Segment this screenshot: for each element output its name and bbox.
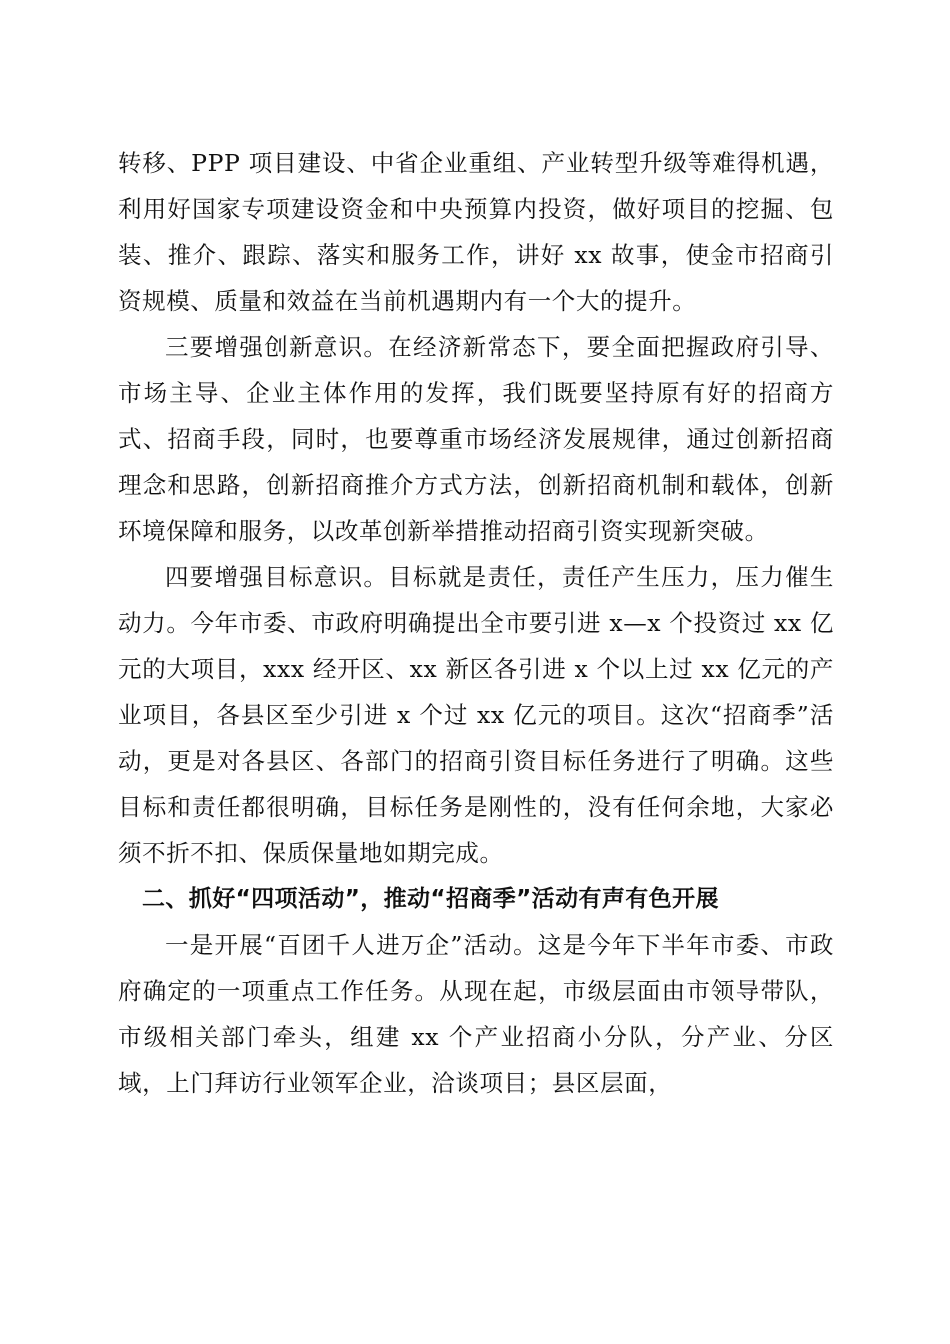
paragraph-activity-one: 一是开展“百团千人进万企”活动。这是今年下半年市委、市政府确定的一项重点工作任务。从现在起，市级层面由市领导带队，市级相关部门牵头，组建 xx 个产业招商小分队，分产业、分区域，上门拜访行业领军企业，洽谈项目；县区层面， <box>118 931 834 1097</box>
paragraph-target-awareness: 四要增强目标意识。目标就是责任，责任产生压力，压力催生动力。今年市委、市政府明确提出全市要引进 x—x 个投资过 xx 亿元的大项目，xxx 经开区、xx 新区各引进 x 个以上过 xx 亿元的产业项目，各县区至少引进 x 个过 xx 亿元的项目。这次“招商季”活动，更是对各县区、各部门的招商引资目标任务进行了明确。这些目标和责任都很明确，目标任务是刚性的，没有任何余地，大家必须不折不扣、保质保量地如期完成。 <box>118 563 834 867</box>
section-heading-two: 二、抓好“四项活动”，推动“招商季”活动有声有色开展 <box>142 886 719 912</box>
paragraph-continuation: 转移、PPP 项目建设、中省企业重组、产业转型升级等难得机遇，利用好国家专项建设资金和中央预算内投资，做好项目的挖掘、包装、推介、跟踪、落实和服务工作，讲好 xx 故事，使金市招商引资规模、质量和效益在当前机遇期内有一个大的提升。 <box>118 149 834 315</box>
document-page <box>118 140 834 1106</box>
paragraph-innovation-awareness: 三要增强创新意识。在经济新常态下，要全面把握政府引导、市场主导、企业主体作用的发挥，我们既要坚持原有好的招商方式、招商手段，同时，也要尊重市场经济发展规律，通过创新招商理念和思路，创新招商推介方式方法，创新招商机制和载体，创新环境保障和服务，以改革创新举措推动招商引资实现新突破。 <box>118 333 834 545</box>
